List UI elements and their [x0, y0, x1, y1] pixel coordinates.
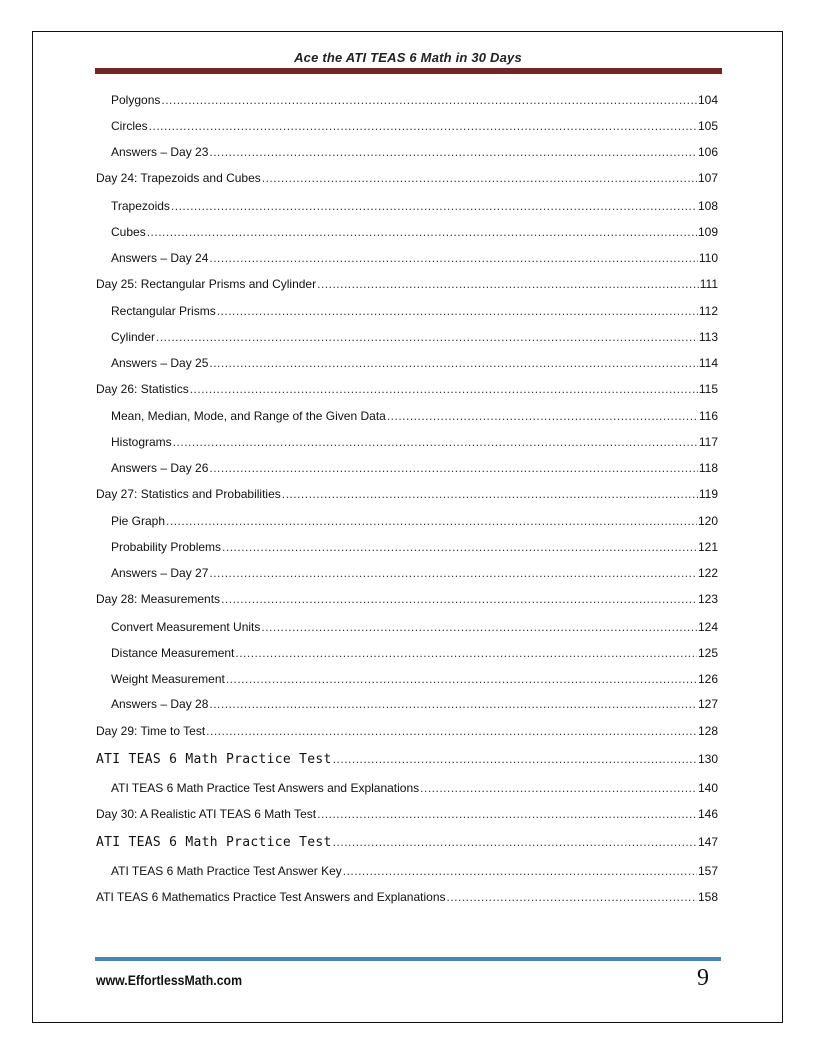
toc-dot-leader: [166, 514, 697, 528]
toc-dot-leader: [147, 225, 697, 239]
toc-dot-leader: [317, 277, 699, 291]
toc-entry[interactable]: [96, 864, 718, 878]
toc-entry-label: Cylinder: [111, 330, 156, 344]
toc-entry-page: 147: [697, 835, 718, 849]
toc-entry-label: Day 30: A Realistic ATI TEAS 6 Math Test: [96, 807, 317, 821]
toc-entry-label: ATI TEAS 6 Mathematics Practice Test Answers and Explanations: [96, 890, 446, 904]
toc-entry-label: Weight Measurement: [111, 672, 225, 686]
toc-entry-page: 146: [697, 807, 718, 821]
toc-entry-page: 108: [697, 199, 718, 213]
toc-entry-page: 115: [698, 382, 718, 396]
toc-dot-leader: [387, 409, 698, 423]
toc-entry-page: 116: [698, 409, 718, 423]
toc-entry[interactable]: [96, 145, 718, 159]
toc-dot-leader: [282, 487, 698, 501]
toc-entry-label: ATI TEAS 6 Math Practice Test Answers and Explanations: [111, 781, 420, 795]
toc-dot-leader: [161, 93, 697, 107]
toc-entry-page: 123: [697, 592, 718, 606]
page-number: 9: [697, 965, 709, 991]
toc-entry-label: Pie Graph: [111, 514, 166, 528]
toc-entry-label: Convert Measurement Units: [111, 620, 261, 634]
toc-entry-page: 120: [697, 514, 718, 528]
toc-entry[interactable]: [96, 890, 718, 904]
toc-entry[interactable]: [96, 356, 718, 370]
toc-entry-page: 105: [697, 119, 718, 133]
toc-dot-leader: [235, 646, 697, 660]
toc-dot-leader: [317, 807, 697, 821]
toc-entry-page: 122: [697, 566, 718, 580]
toc-dot-leader: [262, 171, 697, 185]
toc-entry-label: Day 29: Time to Test: [96, 724, 206, 738]
toc-entry-label: Day 24: Trapezoids and Cubes: [96, 171, 261, 185]
toc-entry[interactable]: [96, 171, 718, 185]
toc-dot-leader: [217, 304, 698, 318]
toc-entry-label: Polygons: [111, 93, 161, 107]
toc-dot-leader: [221, 592, 697, 606]
toc-entry-label: Circles: [111, 119, 148, 133]
toc-entry[interactable]: [96, 724, 718, 738]
toc-entry-label: ATI TEAS 6 Math Practice Test Answer Key: [111, 864, 342, 878]
toc-dot-leader: [173, 435, 698, 449]
toc-entry-page: 124: [697, 620, 718, 634]
toc-entry-label: Day 27: Statistics and Probabilities: [96, 487, 281, 501]
toc-entry[interactable]: [96, 835, 718, 850]
footer-rule: [95, 957, 721, 961]
toc-entry[interactable]: [96, 697, 718, 711]
toc-entry-label: Answers – Day 23: [111, 145, 209, 159]
toc-dot-leader: [261, 620, 697, 634]
toc-entry[interactable]: [96, 540, 718, 554]
toc-entry[interactable]: [96, 251, 718, 265]
toc-dot-leader: [209, 566, 697, 580]
toc-entry-label: Day 25: Rectangular Prisms and Cylinder: [96, 277, 317, 291]
header-rule: [95, 68, 722, 74]
toc-entry[interactable]: [96, 646, 718, 660]
toc-entry[interactable]: [96, 277, 718, 291]
toc-entry-label: Distance Measurement: [111, 646, 235, 660]
toc-entry-page: 112: [698, 304, 718, 318]
toc-entry-page: 121: [697, 540, 718, 554]
toc-entry[interactable]: [96, 119, 718, 133]
toc-entry[interactable]: [96, 592, 718, 606]
toc-entry-page: 118: [698, 461, 718, 475]
toc-entry-label: Answers – Day 28: [111, 697, 209, 711]
toc-entry[interactable]: [96, 330, 718, 344]
toc-dot-leader: [149, 119, 697, 133]
toc-entry-label: ATI TEAS 6 Math Practice Test: [96, 835, 332, 850]
toc-entry[interactable]: [96, 93, 718, 107]
toc-dot-leader: [209, 697, 697, 711]
toc-entry[interactable]: [96, 225, 718, 239]
toc-entry[interactable]: [96, 435, 718, 449]
toc-entry-page: 126: [697, 672, 718, 686]
toc-entry-page: 111: [699, 277, 718, 291]
toc-entry-label: Day 26: Statistics: [96, 382, 189, 396]
toc-entry-page: 104: [697, 93, 718, 107]
toc-entry-page: 106: [697, 145, 718, 159]
toc-entry-label: Answers – Day 25: [111, 356, 209, 370]
toc-entry[interactable]: [96, 409, 718, 423]
toc-dot-leader: [333, 835, 697, 849]
toc-entry-label: Day 28: Measurements: [96, 592, 221, 606]
toc-entry-label: Probability Problems: [111, 540, 222, 554]
toc-dot-leader: [209, 356, 697, 370]
toc-dot-leader: [209, 461, 697, 475]
toc-dot-leader: [226, 672, 697, 686]
toc-entry[interactable]: [96, 461, 718, 475]
toc-entry-page: 114: [698, 356, 718, 370]
toc-entry-page: 127: [697, 697, 718, 711]
toc-entry[interactable]: [96, 752, 718, 767]
toc-entry-label: Histograms: [111, 435, 172, 449]
toc-dot-leader: [222, 540, 697, 554]
toc-entry-page: 140: [697, 781, 718, 795]
toc-entry-page: 119: [698, 487, 718, 501]
toc-entry[interactable]: [96, 620, 718, 634]
toc-entry[interactable]: [96, 382, 718, 396]
toc-dot-leader: [190, 382, 698, 396]
toc-entry-page: 130: [697, 752, 718, 766]
toc-entry-label: Answers – Day 24: [111, 251, 209, 265]
toc-entry[interactable]: [96, 781, 718, 795]
running-header-title: Ace the ATI TEAS 6 Math in 30 Days: [294, 50, 522, 65]
toc-entry[interactable]: [96, 566, 718, 580]
footer-website: www.EffortlessMath.com: [96, 972, 243, 988]
toc-entry-label: Rectangular Prisms: [111, 304, 216, 318]
toc-entry[interactable]: [96, 514, 718, 528]
toc-entry[interactable]: [96, 199, 718, 213]
toc-dot-leader: [156, 330, 698, 344]
toc-entry-label: Mean, Median, Mode, and Range of the Given Data: [111, 409, 386, 423]
toc-dot-leader: [171, 199, 697, 213]
toc-entry[interactable]: [96, 304, 718, 318]
toc-entry-page: 113: [698, 330, 718, 344]
toc-entry-page: 107: [697, 171, 718, 185]
toc-entry-page: 117: [698, 435, 718, 449]
toc-entry-label: Cubes: [111, 225, 146, 239]
toc-entry-label: Answers – Day 26: [111, 461, 209, 475]
toc-dot-leader: [447, 890, 697, 904]
toc-dot-leader: [206, 724, 697, 738]
toc-entry-page: 109: [697, 225, 718, 239]
toc-entry-page: 128: [697, 724, 718, 738]
toc-dot-leader: [209, 251, 697, 265]
toc-entry-label: Answers – Day 27: [111, 566, 209, 580]
toc-entry-page: 157: [697, 864, 718, 878]
toc-entry[interactable]: [96, 672, 718, 686]
toc-dot-leader: [333, 752, 697, 766]
toc-entry-page: 158: [697, 890, 718, 904]
toc-entry[interactable]: [96, 807, 718, 821]
toc-entry-label: ATI TEAS 6 Math Practice Test: [96, 752, 332, 767]
toc-dot-leader: [420, 781, 697, 795]
toc-entry-label: Trapezoids: [111, 199, 170, 213]
toc-entry-page: 125: [697, 646, 718, 660]
toc-entry-page: 110: [698, 251, 718, 265]
toc-dot-leader: [343, 864, 697, 878]
toc-dot-leader: [209, 145, 697, 159]
toc-entry[interactable]: [96, 487, 718, 501]
